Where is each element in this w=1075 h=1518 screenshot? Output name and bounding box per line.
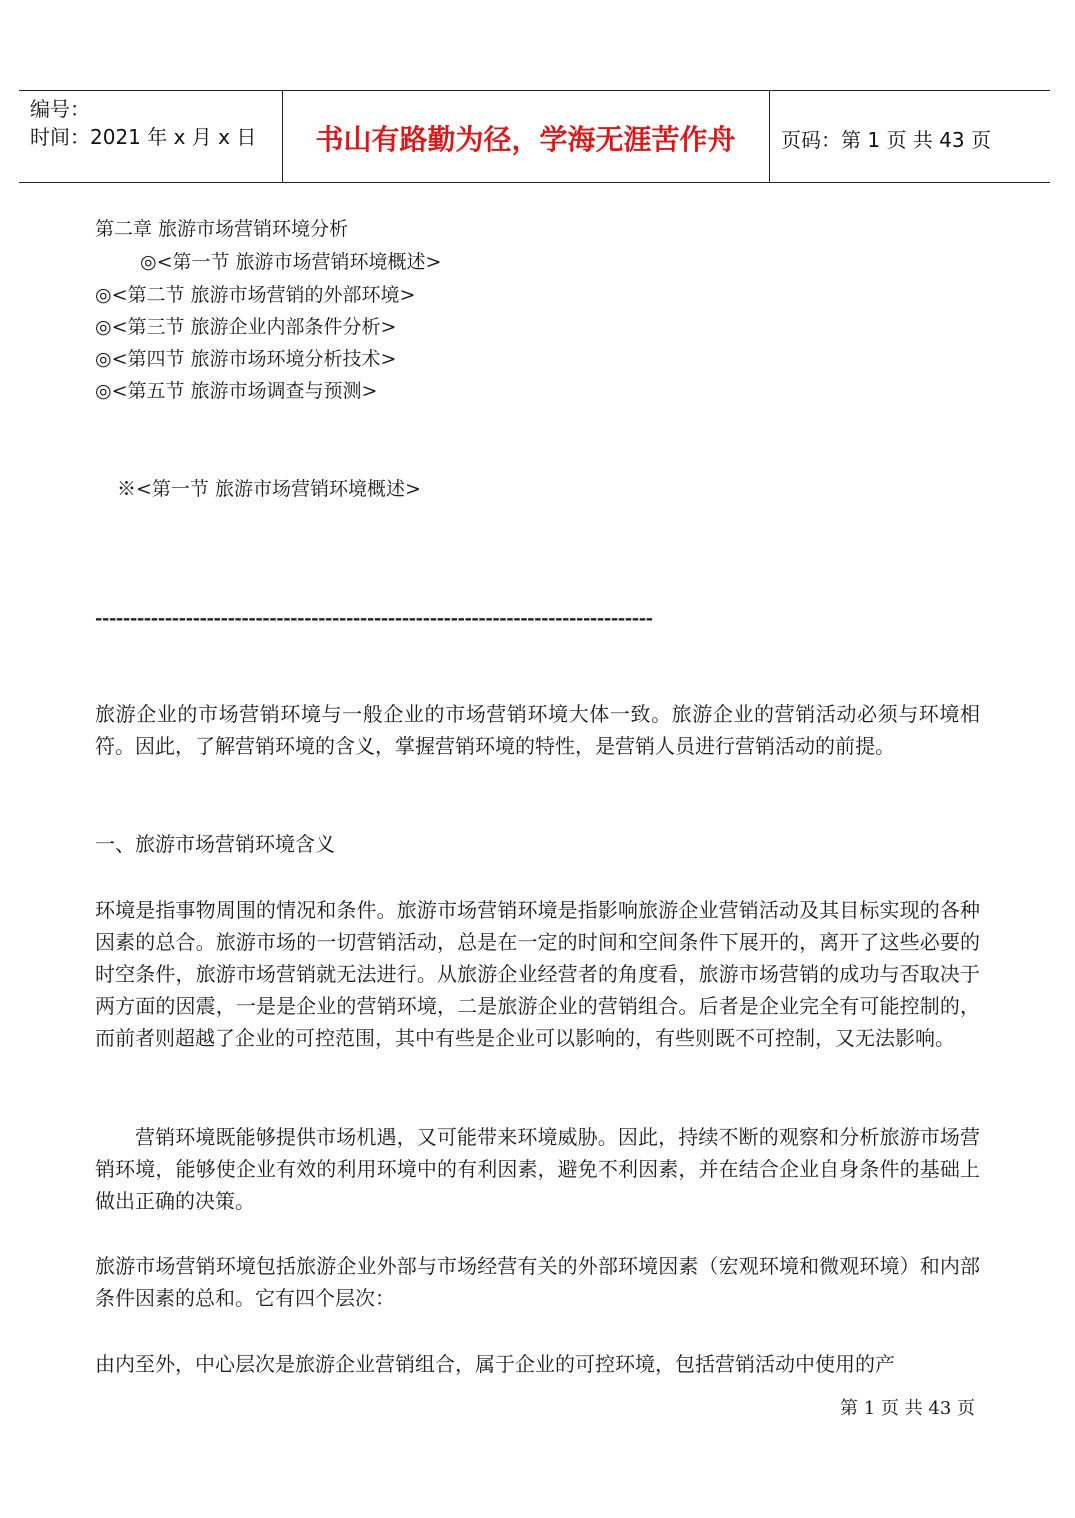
header-divider-right [769, 90, 770, 182]
toc-item-3: ◎<第三节 旅游企业内部条件分析> [95, 316, 397, 338]
header-page-label: 页码：第 1 页 共 43 页 [781, 128, 991, 152]
paragraph-composition: 旅游市场营销环境包括旅游企业外部与市场经营有关的外部环境因素（宏观环境和微观环境）和内部条件因素的总和。它有四个层次： [95, 1254, 980, 1310]
toc-item-2: ◎<第二节 旅游市场营销的外部环境> [95, 284, 416, 306]
chapter-title: 第二章 旅游市场营销环境分析 [95, 218, 349, 240]
toc-item-1: ◎<第一节 旅游市场营销环境概述> [140, 251, 442, 273]
paragraph-layers: 由内至外，中心层次是旅游企业营销组合，属于企业的可控环境，包括营销活动中使用的产 [95, 1352, 895, 1376]
header-bottom-rule [19, 182, 1050, 183]
page-footer: 第 1 页 共 43 页 [840, 1398, 975, 1419]
dashed-divider: -------------------------------------------------------------------------------- [95, 608, 653, 629]
header-motto: 书山有路勤为径，学海无涯苦作舟 [315, 123, 736, 156]
header-time-label: 时间：2021 年 x 月 x 日 [30, 125, 257, 149]
toc-item-4: ◎<第四节 旅游市场环境分析技术> [95, 348, 397, 370]
header-number-label: 编号： [30, 97, 90, 121]
paragraph-intro: 旅游企业的市场营销环境与一般企业的市场营销环境大体一致。旅游企业的营销活动必须与环境相符。因此，了解营销环境的含义，掌握营销环境的特性，是营销人员进行营销活动的前提。 [95, 702, 980, 758]
subheading-definition: 一、旅游市场营销环境含义 [95, 832, 335, 856]
paragraph-definition: 环境是指事物周围的情况和条件。旅游市场营销环境是指影响旅游企业营销活动及其目标实现的各种因素的总合。旅游市场的一切营销活动，总是在一定的时间和空间条件下展开的，离开了这些必要的时空条件，旅游市场营销就无法进行。从旅游企业经营者的角度看，旅游市场营销的成功与否取决于两方面的因震，一是是企业的营销环境，二是旅游企业的营销组合。后者是企业完全有可能控制的，而前者则超越了企业的可控范围，其中有些是企业可以影响的，有些则既不可控制，又无法影响。 [95, 898, 980, 1050]
toc-item-5: ◎<第五节 旅游市场调查与预测> [95, 380, 378, 402]
section-heading: ※<第一节 旅游市场营销环境概述> [117, 478, 421, 500]
paragraph-opportunities: 营销环境既能够提供市场机遇，又可能带来环境威胁。因此，持续不断的观察和分析旅游市场营销环境，能够使企业有效的利用环境中的有利因素，避免不利因素，并在结合企业自身条件的基础上做出正确的决策。 [95, 1125, 980, 1213]
header-top-rule [19, 90, 1050, 91]
